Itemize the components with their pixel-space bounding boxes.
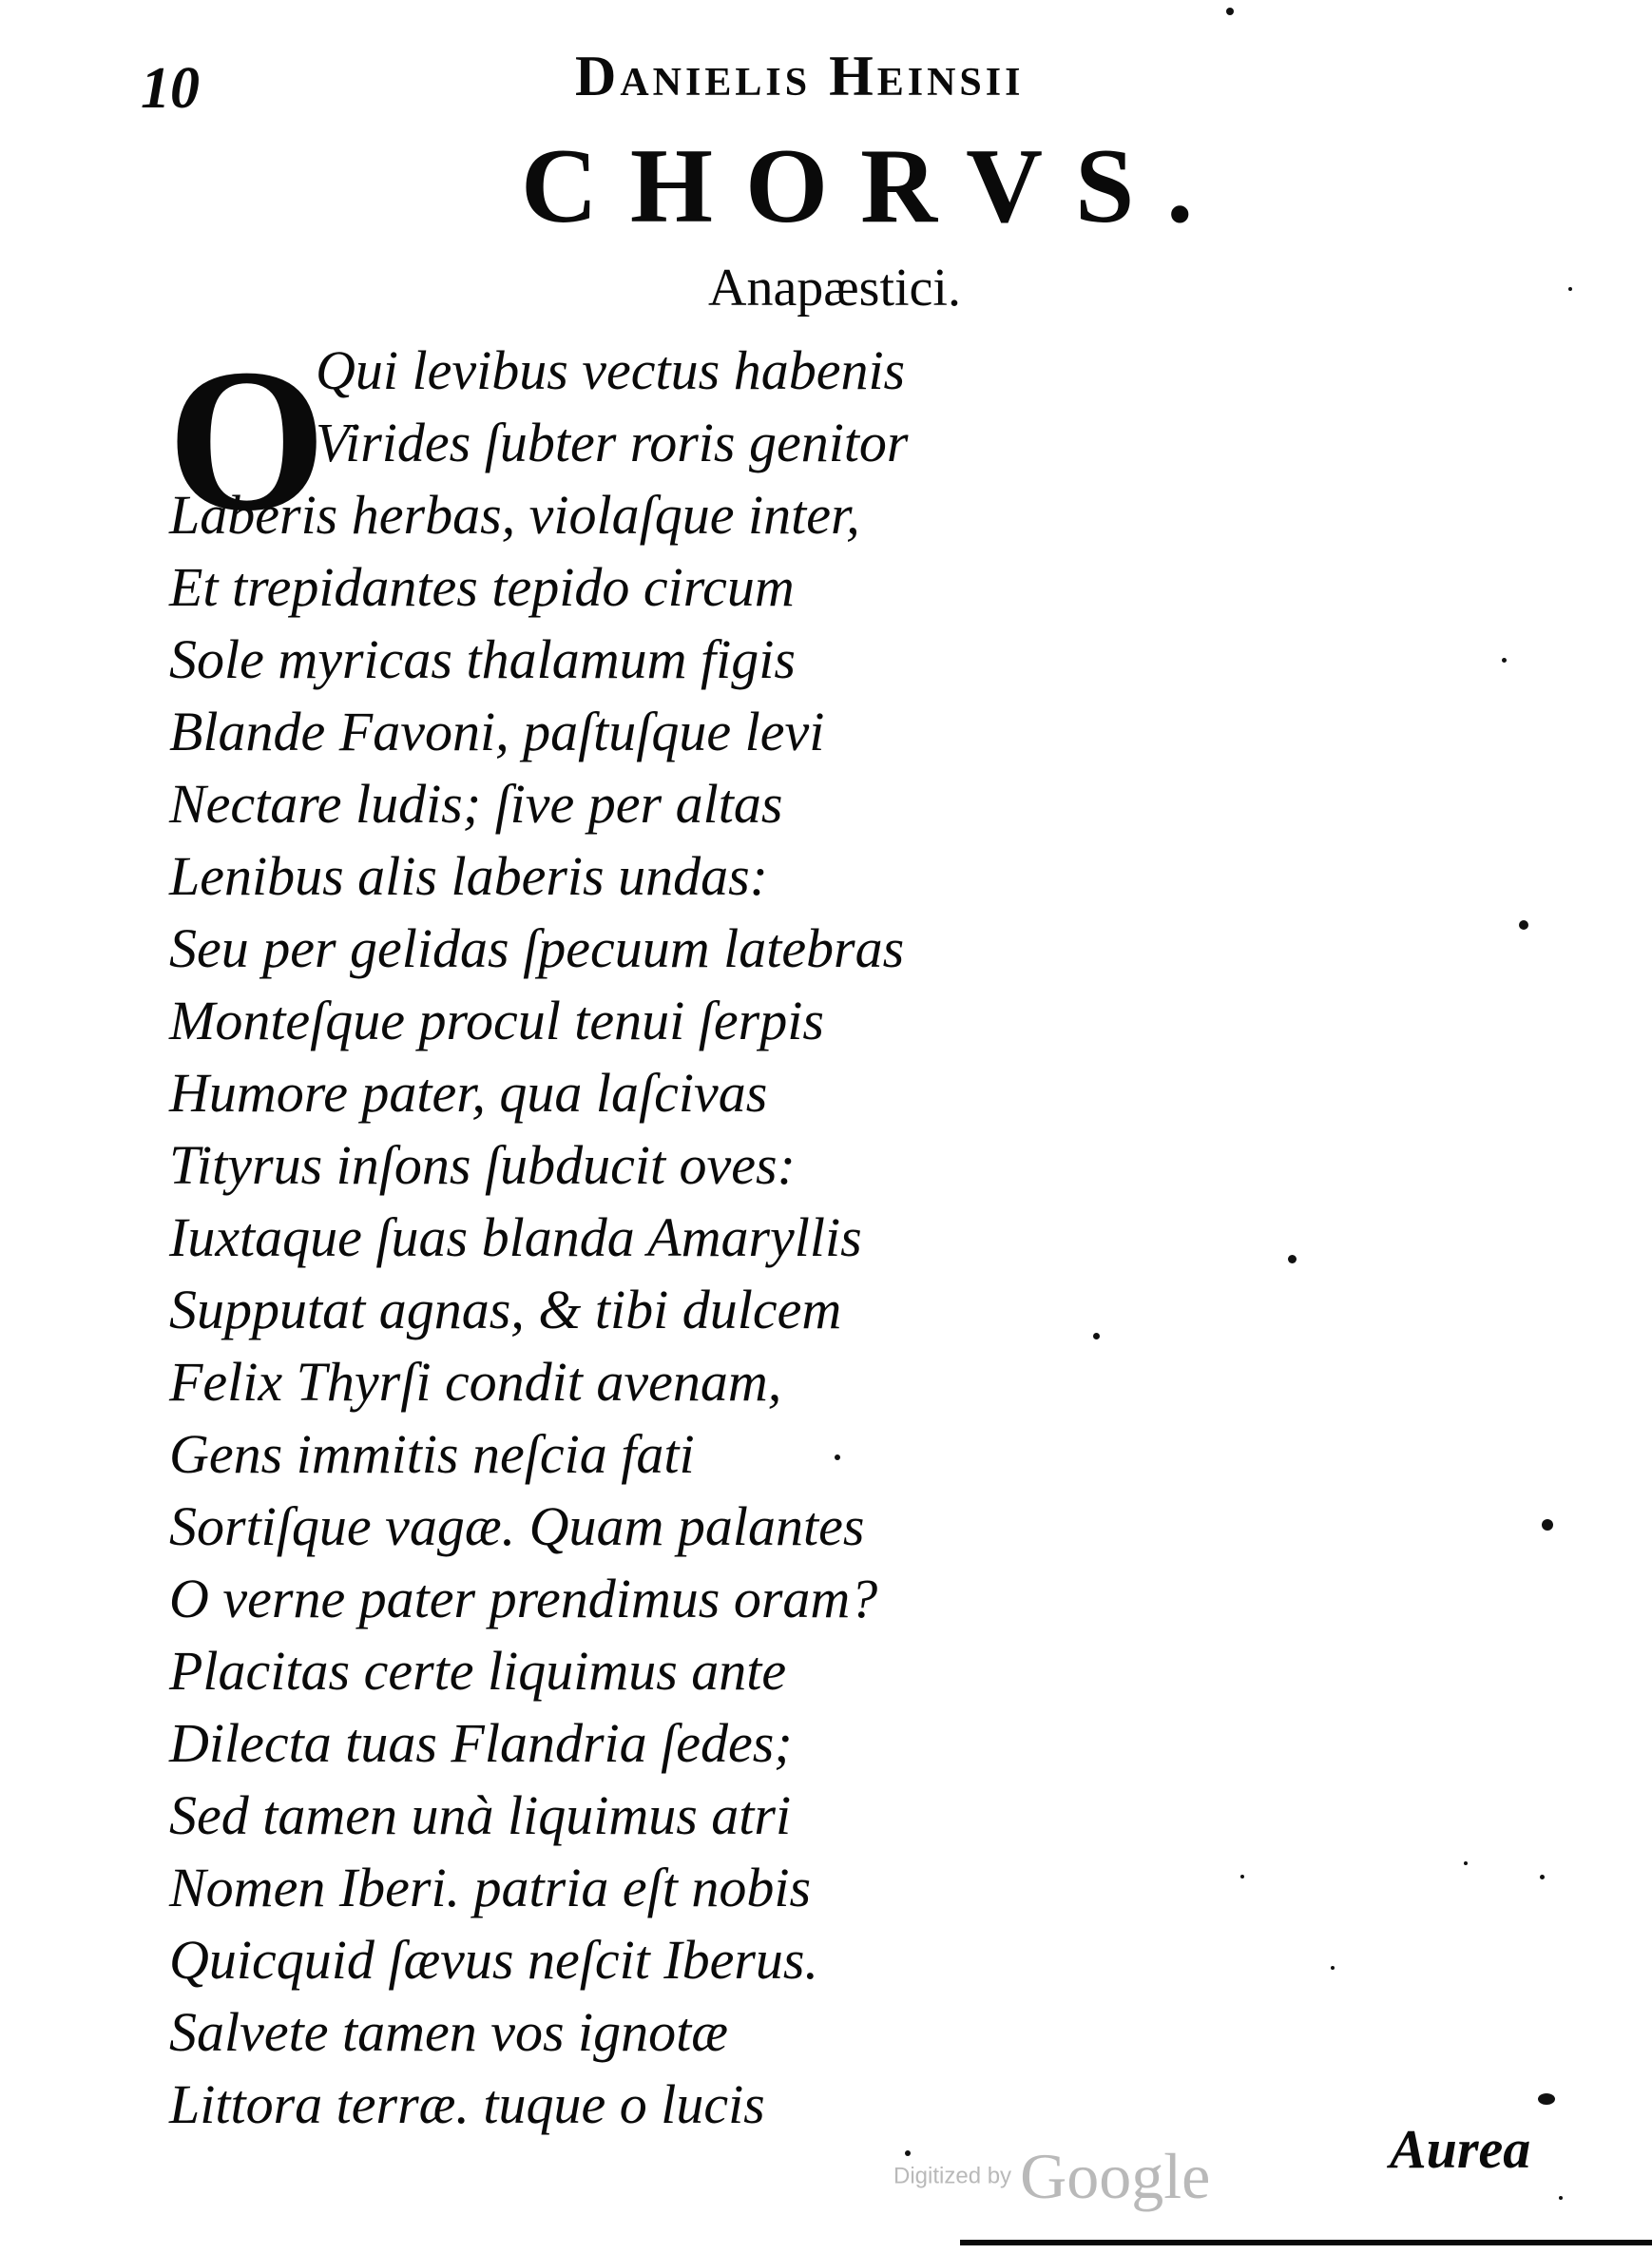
- section-subtitle: Anapæstici.: [708, 259, 961, 318]
- scan-speck: [1288, 1255, 1297, 1263]
- verse-line: O verne pater prendimus oram?: [169, 1568, 878, 1629]
- verse-line: Littora terræ. tuque o lucis: [169, 2073, 765, 2135]
- verse-line: Iuxtaque ſuas blanda Amaryllis: [169, 1206, 862, 1268]
- verse-line: Monteſque procul tenui ſerpis: [169, 990, 824, 1051]
- verse-line: Virides ſubter roris genitor: [316, 412, 909, 473]
- scan-speck: [1093, 1333, 1100, 1339]
- verse-line: Blande Favoni, paſtuſque levi: [169, 701, 825, 762]
- scan-speck: [1226, 8, 1234, 15]
- digitized-watermark: [893, 2139, 1210, 2214]
- scan-speck: [1240, 1875, 1244, 1878]
- scan-speck: [1464, 1861, 1468, 1865]
- scan-speck: [905, 2150, 911, 2156]
- verse-line: Sole myricas thalamum figis: [169, 628, 796, 690]
- verse-line: Qui levibus vectus habenis: [316, 339, 906, 401]
- verse-line: Gens immitis neſcia fati: [169, 1423, 695, 1485]
- bottom-rule: [960, 2240, 1652, 2245]
- drop-cap: O: [167, 326, 327, 553]
- verse-line: Nomen Iberi. patria eſt nobis: [169, 1857, 812, 1918]
- watermark-brand: Google: [1020, 2140, 1211, 2212]
- verse-line: Humore pater, qua laſcivas: [169, 1062, 768, 1124]
- verse-line: Quicquid ſævus neſcit Iberus.: [169, 1929, 819, 1991]
- scan-speck: [1331, 1966, 1335, 1970]
- scan-speck: [1568, 287, 1572, 291]
- section-title: CHORVS.: [521, 127, 1226, 245]
- scan-speck: [835, 1455, 840, 1460]
- verse-line: Nectare ludis; ſive per altas: [169, 773, 783, 835]
- running-head: Danielis Heinsii: [575, 45, 1025, 107]
- verse-line: Sed tamen unà liquimus atri: [169, 1784, 792, 1846]
- verse-line: Seu per gelidas ſpecuum latebras: [169, 917, 905, 979]
- scan-speck: [1519, 920, 1528, 930]
- verse-line: Dilecta tuas Flandria ſedes;: [169, 1712, 793, 1774]
- verse-body: [169, 479, 904, 2141]
- scan-speck: [1538, 2093, 1555, 2105]
- scan-speck: [1559, 2196, 1563, 2200]
- verse-line: Salvete tamen vos ignotæ: [169, 2001, 728, 2063]
- verse-line: Placitas certe liquimus ante: [169, 1640, 787, 1702]
- verse-line: Felix Thyrſi condit avenam,: [169, 1351, 782, 1413]
- verse-line: Lenibus alis laberis undas:: [169, 845, 768, 907]
- scan-speck: [1540, 1875, 1545, 1879]
- scan-speck: [1542, 1519, 1553, 1531]
- scan-speck: [1502, 658, 1507, 663]
- page-number: 10: [141, 56, 200, 121]
- verse-line: Sortiſque vagæ. Quam palantes: [169, 1495, 865, 1557]
- verse-line: Tityrus inſons ſubducit oves:: [169, 1134, 796, 1196]
- verse-opening: [316, 335, 909, 479]
- verse-line: Laberis herbas, violaſque inter,: [169, 484, 860, 546]
- verse-line: Supputat agnas, & tibi dulcem: [169, 1279, 842, 1340]
- catchword: Aurea: [1390, 2118, 1531, 2180]
- verse-line: Et trepidantes tepido circum: [169, 556, 795, 618]
- watermark-prefix: Digitized by: [893, 2163, 1012, 2189]
